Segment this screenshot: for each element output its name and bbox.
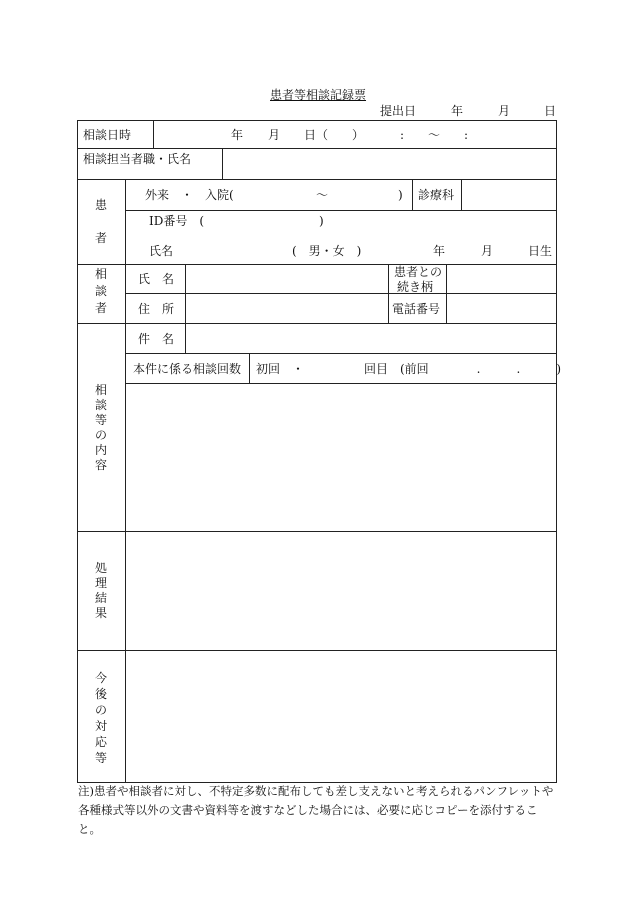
future-section-label-3: の bbox=[94, 703, 107, 717]
visit-range-close: ) bbox=[398, 188, 403, 202]
consulter-section-label-3: 者 bbox=[94, 301, 107, 315]
consulter-address-field[interactable] bbox=[186, 294, 388, 323]
subject-label: 件 名 bbox=[138, 332, 175, 346]
content-section-label-3: 等 bbox=[94, 413, 107, 427]
content-section-label-5: 内 bbox=[94, 443, 107, 457]
relation-label-line1: 患者との bbox=[394, 265, 443, 279]
consulter-name-label: 氏 名 bbox=[138, 272, 175, 286]
visit-type-label[interactable]: 外来 ・ 入院( bbox=[145, 188, 234, 202]
future-section-label-6: 等 bbox=[94, 751, 107, 765]
subject-field[interactable] bbox=[186, 324, 556, 353]
consult-datetime-label: 相談日時 bbox=[83, 128, 132, 142]
consult-count-label: 本件に係る相談回数 bbox=[133, 362, 242, 376]
consult-year[interactable]: 年 bbox=[231, 128, 244, 142]
patient-sex-choice[interactable]: ( 男・女 ) bbox=[292, 244, 362, 258]
department-label: 診療科 bbox=[418, 188, 455, 202]
future-section-label-1: 今 bbox=[94, 671, 107, 685]
content-section-label-6: 容 bbox=[94, 458, 107, 472]
relation-label-line2: 続き柄 bbox=[397, 280, 434, 294]
birth-year[interactable]: 年 bbox=[433, 244, 446, 258]
staff-label: 相談担当者職・氏名 bbox=[83, 152, 192, 166]
consulter-section-label-1: 相 bbox=[94, 267, 107, 281]
result-section-label-2: 理 bbox=[94, 576, 107, 590]
consulter-address-label: 住 所 bbox=[138, 302, 175, 316]
content-section-label-2: 談 bbox=[94, 398, 107, 412]
result-section-label-4: 果 bbox=[94, 606, 107, 620]
consulter-section-label-2: 談 bbox=[94, 284, 107, 298]
patient-id-close: ) bbox=[319, 214, 324, 228]
result-section-label-3: 結 bbox=[94, 591, 107, 605]
future-section-label-5: 応 bbox=[94, 735, 107, 749]
consult-time[interactable]: : 〜 : bbox=[400, 128, 469, 142]
content-section-label-1: 相 bbox=[94, 383, 107, 397]
patient-name-label: 氏名 bbox=[149, 244, 174, 258]
submission-year: 年 bbox=[451, 104, 464, 118]
visit-range-separator: 〜 bbox=[316, 188, 329, 202]
consult-count-field[interactable]: 初回 ・ 回目 (前回 . . ) bbox=[256, 362, 561, 376]
relation-field[interactable] bbox=[447, 265, 556, 293]
patient-section-label-1: 患 bbox=[94, 198, 107, 212]
consult-month[interactable]: 月 bbox=[268, 128, 281, 142]
patient-id-label[interactable]: ID番号 ( bbox=[149, 214, 205, 228]
department-field[interactable] bbox=[462, 180, 556, 210]
content-section-label-4: の bbox=[94, 428, 107, 442]
birth-month[interactable]: 月 bbox=[481, 244, 494, 258]
birth-day[interactable]: 日生 bbox=[528, 244, 553, 258]
patient-section-label-2: 者 bbox=[94, 231, 107, 245]
phone-label: 電話番号 bbox=[392, 302, 441, 316]
result-textarea[interactable] bbox=[126, 532, 556, 650]
phone-field[interactable] bbox=[447, 294, 556, 323]
submission-date-label: 提出日 bbox=[380, 104, 417, 118]
consulter-name-field[interactable] bbox=[186, 265, 388, 293]
submission-month: 月 bbox=[498, 104, 511, 118]
footnote: 注)患者や相談者に対し、不特定多数に配布しても差し支えないと考えられるパンフレットや各種様式等以外の文書や資料等を渡すなどした場合には、必要に応じコピーを添付すること。 bbox=[78, 784, 554, 836]
result-section-label-1: 処 bbox=[94, 561, 107, 575]
future-textarea[interactable] bbox=[126, 651, 556, 782]
submission-day: 日 bbox=[544, 104, 557, 118]
future-section-label-4: 対 bbox=[94, 719, 107, 733]
content-textarea[interactable] bbox=[126, 384, 556, 531]
future-section-label-2: 後 bbox=[94, 687, 107, 701]
staff-name-field[interactable] bbox=[223, 149, 556, 179]
consult-day[interactable]: 日（ ） bbox=[304, 128, 365, 142]
form-title: 患者等相談記録票 bbox=[270, 88, 367, 102]
